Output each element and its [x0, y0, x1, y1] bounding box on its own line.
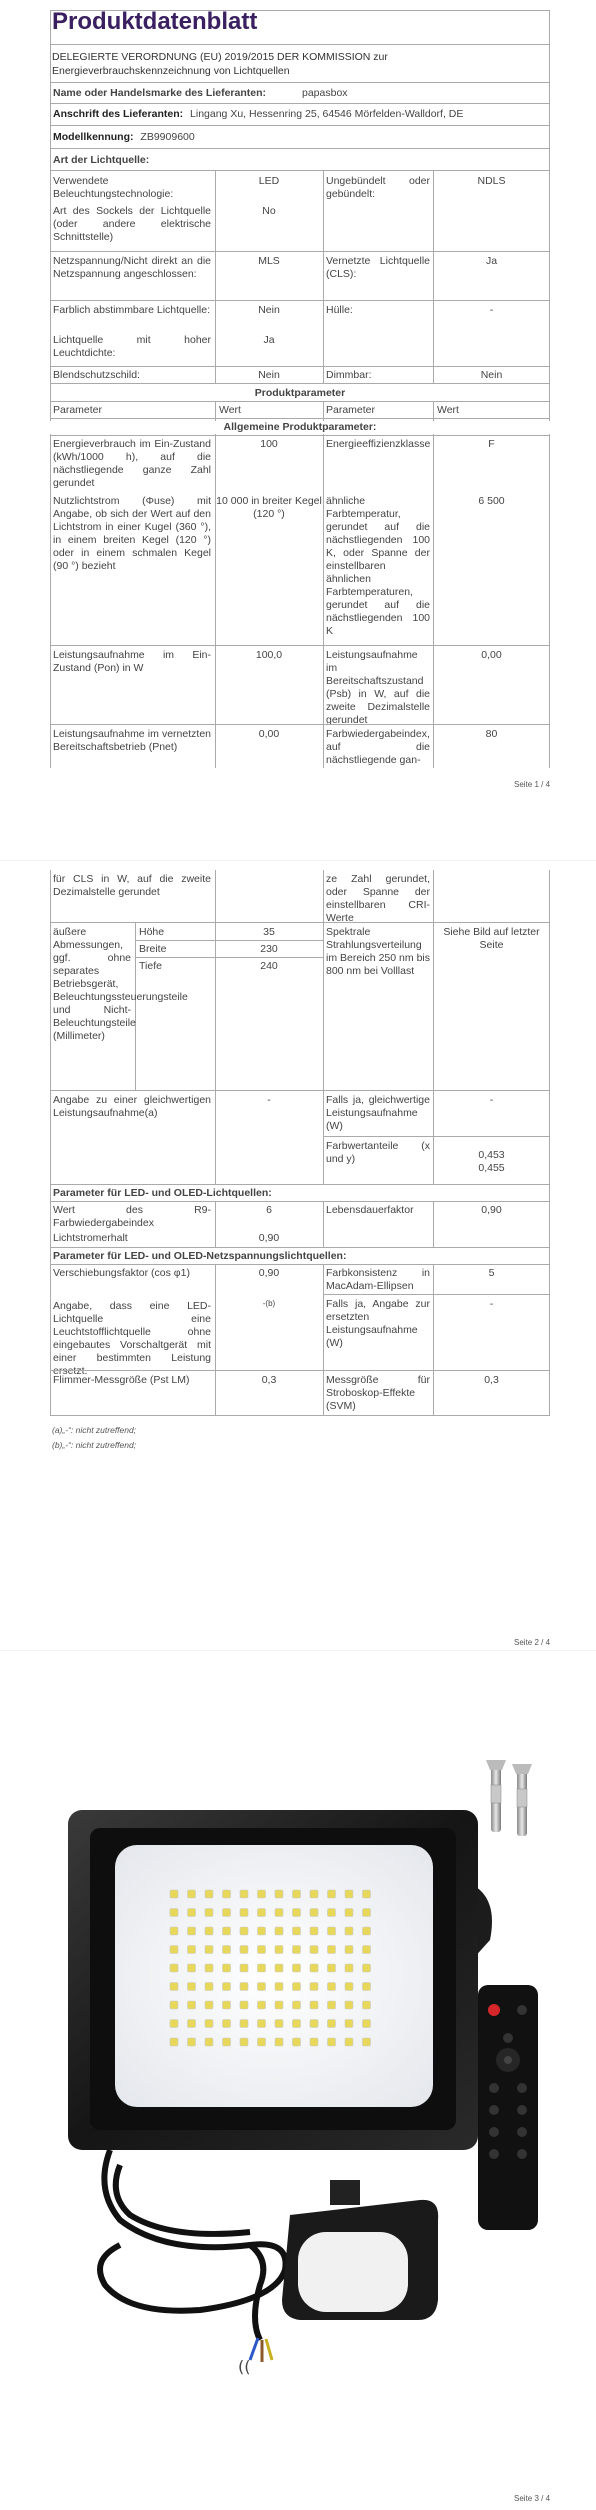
led-chip — [240, 1946, 248, 1954]
type-row-envelope-label: Hülle: — [326, 304, 353, 316]
led-chip — [363, 1909, 371, 1917]
led-chip — [293, 1983, 301, 1991]
chromaticity-y-value: 0,455 — [478, 1162, 505, 1174]
type-row-socket-value: No — [262, 205, 276, 217]
type-row-cls-value: Ja — [485, 255, 498, 267]
chromaticity-label: Farbwertanteile (x und y) — [326, 1140, 430, 1165]
energy-consumption-label: Energieverbrauch im Ein-Zustand (kWh/1000 h), auf die nächstliegende ganze Zahl gerundet — [53, 438, 211, 489]
energy-consumption-value: 100 — [260, 438, 278, 450]
equivalent-power-w-value: - — [489, 1094, 494, 1106]
led-chip — [223, 2038, 231, 2046]
params-title: Produktparameter — [254, 387, 346, 399]
led-chip — [205, 1964, 213, 1972]
led-chip — [188, 1946, 196, 1954]
led-chip — [170, 1964, 178, 1972]
model-identifier: Modellkennung: ZB9909600 — [53, 131, 195, 143]
led-chip — [205, 2001, 213, 2009]
height-value: 35 — [263, 926, 275, 938]
header-parameter-1: Parameter — [53, 404, 103, 416]
led-chip — [223, 1946, 231, 1954]
supplier-name: papasbox — [302, 87, 348, 99]
led-chip — [240, 2001, 248, 2009]
type-row-socket-label: Art des Sockels der Lichtquelle (oder andere elektrische Schnittstelle) — [53, 205, 211, 243]
height-label: Höhe — [139, 926, 165, 938]
regulation-subtitle: DELEGIERTE VERORDNUNG (EU) 2019/2015 DER KOMMISSION zur Energieverbrauchskennzeichnung von Lichtquellen — [52, 51, 388, 77]
page-2 — [0, 870, 596, 1650]
page-1 — [0, 0, 596, 860]
stroboscopic-label: Messgröße für Stroboskop-Effekte (SVM) — [326, 1374, 430, 1412]
led-chip — [293, 1964, 301, 1972]
networked-standby-label: Leistungsaufnahme im vernetzten Bereitschaftsbetrieb (Pnet) — [53, 728, 211, 753]
led-chip — [363, 1890, 371, 1898]
led-chip — [170, 1890, 178, 1898]
led-chip — [223, 1909, 231, 1917]
led-chip — [223, 2020, 231, 2028]
led-chip — [275, 1964, 283, 1972]
led-chip — [328, 1927, 336, 1935]
led-chip — [345, 2001, 353, 2009]
led-chip — [223, 1927, 231, 1935]
led-chip — [328, 2038, 336, 2046]
led-chip — [258, 1909, 266, 1917]
led-chip — [258, 2001, 266, 2009]
page-3 — [0, 1660, 596, 2510]
supplier-name-label: Name oder Handelsmarke des Lieferanten: — [53, 87, 266, 99]
type-row-directional-label: Ungebündelt oder gebündelt: — [326, 175, 430, 200]
spectral-distribution-value: Siehe Bild auf letzter Seite — [443, 926, 540, 951]
footnote-b: (b)„-“: nicht zutreffend; — [52, 1440, 137, 1450]
led-chip — [240, 1909, 248, 1917]
luminous-flux-value: 10 000 in breiter Kegel (120 °) — [216, 495, 322, 520]
led-chip — [188, 1964, 196, 1972]
general-params-title: Allgemeine Produktparameter: — [50, 421, 550, 434]
dimensions-label: äußere Abmessungen, ggf. ohne separates Betriebsgerät, Beleuchtungssteuerungsteile und Nicht-Beleuchtungsteile (Millimeter) — [53, 926, 188, 1042]
led-chip — [240, 1890, 248, 1898]
survival-factor-label: Lebensdauerfaktor — [326, 1204, 414, 1216]
led-chip — [345, 1983, 353, 1991]
led-chip — [240, 2038, 248, 2046]
color-consistency-value: 5 — [488, 1267, 495, 1279]
led-chip — [328, 1909, 336, 1917]
led-chip — [275, 1909, 283, 1917]
led-chip — [345, 1964, 353, 1972]
led-chip — [293, 1909, 301, 1917]
equivalent-power-value: - — [267, 1094, 271, 1106]
r9-label: Wert des R9-Farbwiedergabeindex — [53, 1204, 211, 1229]
type-row-tunable-value: Nein — [258, 304, 280, 316]
r9-value: 6 — [266, 1204, 272, 1216]
led-chip — [293, 2001, 301, 2009]
led-chip — [310, 2020, 318, 2028]
energy-class-label: Energieeffizienzklasse — [326, 438, 431, 450]
header-parameter-2: Parameter — [326, 404, 376, 416]
cri-label: Farbwiedergabeindex, auf die nächstliegende gan- — [326, 728, 430, 766]
led-chip — [223, 1964, 231, 1972]
led-chip — [240, 1927, 248, 1935]
led-chip — [310, 1927, 318, 1935]
led-chip — [363, 2001, 371, 2009]
chromaticity-x-value: 0,453 — [478, 1149, 505, 1161]
cri-cont: ze Zahl gerundet, oder Spanne der einstellbaren CRI-Werte — [326, 873, 430, 924]
led-chip — [258, 1946, 266, 1954]
led-chip — [188, 1909, 196, 1917]
depth-value: 240 — [260, 960, 278, 972]
stroboscopic-value: 0,3 — [484, 1374, 499, 1386]
power-factor-label: Verschiebungsfaktor (cos φ1) — [53, 1267, 190, 1279]
flicker-label: Flimmer-Messgröße (Pst LM) — [53, 1374, 190, 1386]
led-chip — [363, 2038, 371, 2046]
led-chip — [275, 1927, 283, 1935]
led-chip — [170, 2038, 178, 2046]
survival-factor-value: 0,90 — [481, 1204, 502, 1216]
led-chip — [170, 1983, 178, 1991]
led-chip — [258, 2020, 266, 2028]
power-factor-value: 0,90 — [258, 1267, 280, 1279]
led-chip — [205, 1909, 213, 1917]
page-number-3: Seite 3 / 4 — [514, 2494, 551, 2503]
energy-class-value: F — [488, 438, 495, 450]
led-chip — [345, 1946, 353, 1954]
type-row-tech-label: Verwendete Beleuchtungstechnologie: — [53, 175, 174, 200]
led-chip — [328, 1964, 336, 1972]
led-chip — [258, 1927, 266, 1935]
standby-power-value: 0,00 — [481, 649, 502, 661]
led-chip — [275, 1946, 283, 1954]
flicker-value: 0,3 — [261, 1374, 277, 1386]
led-chip — [363, 1964, 371, 1972]
type-row-mains-value: MLS — [258, 255, 280, 267]
type-row-cls-label: Vernetzte Lichtquelle (CLS): — [326, 255, 430, 280]
led-chip — [310, 1983, 318, 1991]
led-chip — [188, 1927, 196, 1935]
color-consistency-label: Farbkonsistenz in MacAdam-Ellipsen — [326, 1267, 430, 1292]
led-chip — [293, 1890, 301, 1898]
type-row-highlum-value: Ja — [263, 334, 275, 346]
supplier-address: Anschrift des Lieferanten: Lingang Xu, Hessenring 25, 64546 Mörfelden-Walldorf, DE — [53, 108, 464, 120]
type-row-envelope-value: - — [489, 304, 494, 316]
lumen-maintenance-label: Lichtstromerhalt — [53, 1232, 128, 1244]
type-row-glare-value: Nein — [258, 369, 280, 381]
led-params-title: Parameter für LED- und OLED-Lichtquellen: — [53, 1187, 272, 1199]
led-chip — [275, 2038, 283, 2046]
led-chip — [205, 2020, 213, 2028]
header-value-1: Wert — [219, 404, 241, 416]
width-label: Breite — [139, 943, 167, 955]
led-chip — [170, 1909, 178, 1917]
type-row-dimmable-value: Nein — [480, 369, 503, 381]
led-chip — [310, 1946, 318, 1954]
led-chip — [310, 2038, 318, 2046]
led-chip — [328, 1946, 336, 1954]
cct-value: 6 500 — [478, 495, 505, 507]
led-chip — [223, 1983, 231, 1991]
led-chip — [170, 2020, 178, 2028]
remote-control — [478, 1985, 538, 2230]
standby-power-label: Leistungsaufnahme im Bereitschaftszustand (Psb) in W, auf die zweite Dezimalstelle gerundet — [326, 649, 430, 726]
replaced-power-value: - — [489, 1298, 494, 1310]
led-chip — [310, 2001, 318, 2009]
product-image — [0, 1660, 596, 2480]
cri-value: 80 — [485, 728, 498, 740]
networked-standby-cont: für CLS in W, auf die zweite Dezimalstelle gerundet — [53, 873, 211, 898]
led-chip — [345, 1909, 353, 1917]
led-chip — [258, 1890, 266, 1898]
led-chip — [345, 1927, 353, 1935]
floodlight-body — [68, 1810, 478, 2150]
wire-ends — [250, 2338, 272, 2362]
led-chip — [363, 2020, 371, 2028]
led-chip — [363, 1946, 371, 1954]
led-chip — [223, 1890, 231, 1898]
led-chip — [328, 1890, 336, 1898]
led-chip — [205, 1946, 213, 1954]
type-row-tech-value: LED — [258, 175, 280, 187]
replacement-claim-value: -(b) — [262, 1299, 276, 1308]
led-chip — [223, 2001, 231, 2009]
led-chip — [205, 1927, 213, 1935]
on-mode-power-label: Leistungsaufnahme im Ein-Zustand (Pon) in W — [53, 649, 211, 674]
led-chip — [275, 2001, 283, 2009]
led-chip — [363, 1983, 371, 1991]
led-chip — [293, 1946, 301, 1954]
cct-label: ähnliche Farbtemperatur, gerundet auf die nächstliegenden 100 K, oder Spanne der einstellbaren ähnlichen Farbtemperaturen, gerundet auf die nächstliegenden 100 K — [326, 495, 430, 637]
led-chip — [293, 1927, 301, 1935]
page-number-2: Seite 2 / 4 — [514, 1638, 551, 1647]
led-chip — [310, 1909, 318, 1917]
led-chip — [363, 1927, 371, 1935]
motion-sensor — [282, 2180, 438, 2320]
led-chip — [258, 2038, 266, 2046]
led-chip — [345, 1890, 353, 1898]
led-chip — [205, 1890, 213, 1898]
spectral-distribution-label: Spektrale Strahlungsverteilung im Bereich 250 nm bis 800 nm bei Volllast — [326, 926, 430, 977]
led-chip — [258, 1983, 266, 1991]
mains-params-title: Parameter für LED- und OLED-Netzspannungslichtquellen: — [53, 1250, 347, 1262]
replacement-claim-label: Angabe, dass eine LED-Lichtquelle eine Leuchtstofflichtquelle ohne eingebautes Vorschaltgerät mit einer bestimmten Leistung ersetzt. — [53, 1300, 211, 1377]
type-row-tunable-label: Farblich abstimmbare Lichtquelle: — [53, 304, 210, 316]
depth-label: Tiefe — [139, 960, 162, 972]
svg-text:((: (( — [238, 2357, 251, 2376]
equivalent-power-w-label: Falls ja, gleichwertige Leistungsaufnahme (W) — [326, 1094, 430, 1132]
led-chip — [205, 1983, 213, 1991]
led-chip — [188, 2020, 196, 2028]
led-chip — [205, 2038, 213, 2046]
led-chip — [275, 1983, 283, 1991]
led-chip — [188, 1983, 196, 1991]
type-row-glare-label: Blendschutzschild: — [53, 369, 140, 381]
led-chip — [240, 1983, 248, 1991]
led-chip — [293, 2038, 301, 2046]
led-chip — [345, 2020, 353, 2028]
type-row-highlum-label: Lichtquelle mit hoher Leuchtdichte: — [53, 334, 211, 359]
led-chip — [310, 1890, 318, 1898]
led-chip — [310, 1964, 318, 1972]
page-number-1: Seite 1 / 4 — [514, 780, 551, 789]
power-cable — [100, 2150, 286, 2340]
page-title: Produktdatenblatt — [52, 8, 258, 35]
led-chip — [170, 1927, 178, 1935]
type-row-dimmable-label: Dimmbar: — [326, 369, 372, 381]
led-chip — [240, 2020, 248, 2028]
led-chip — [240, 1964, 248, 1972]
led-chip — [328, 2020, 336, 2028]
led-chip — [275, 2020, 283, 2028]
led-chip — [188, 1890, 196, 1898]
type-row-mains-label: Netzspannung/Nicht direkt an die Netzspannung angeschlossen: — [53, 255, 211, 280]
width-value: 230 — [260, 943, 278, 955]
led-chip — [275, 1890, 283, 1898]
lumen-maintenance-value: 0,90 — [258, 1232, 280, 1244]
led-chip — [328, 2001, 336, 2009]
equivalent-power-label: Angabe zu einer gleichwertigen Leistungsaufnahme(a) — [53, 1094, 211, 1119]
led-chip — [345, 2038, 353, 2046]
led-chip — [170, 2001, 178, 2009]
luminous-flux-label: Nutzlichtstrom (Φuse) mit Angabe, ob sich der Wert auf den Lichtstrom in einer Kugel (360 °), in einem breiten Kegel (120 °) oder in einem schmalen Kegel (90 °) bezieht — [53, 495, 211, 572]
footnote-a: (a)„-“: nicht zutreffend; — [52, 1425, 137, 1435]
replaced-power-label: Falls ja, Angabe zur ersetzten Leistungsaufnahme (W) — [326, 1298, 430, 1349]
led-chip — [258, 1964, 266, 1972]
header-value-2: Wert — [437, 404, 459, 416]
led-chip — [170, 1946, 178, 1954]
led-chip — [328, 1983, 336, 1991]
led-chip — [293, 2020, 301, 2028]
networked-standby-value: 0,00 — [258, 728, 280, 740]
type-row-directional-value: NDLS — [477, 175, 506, 187]
light-type-label: Art der Lichtquelle: — [53, 154, 150, 166]
on-mode-power-value: 100,0 — [255, 649, 283, 661]
led-chip — [188, 2001, 196, 2009]
led-chip — [188, 2038, 196, 2046]
expansion-bolts — [486, 1760, 532, 1836]
